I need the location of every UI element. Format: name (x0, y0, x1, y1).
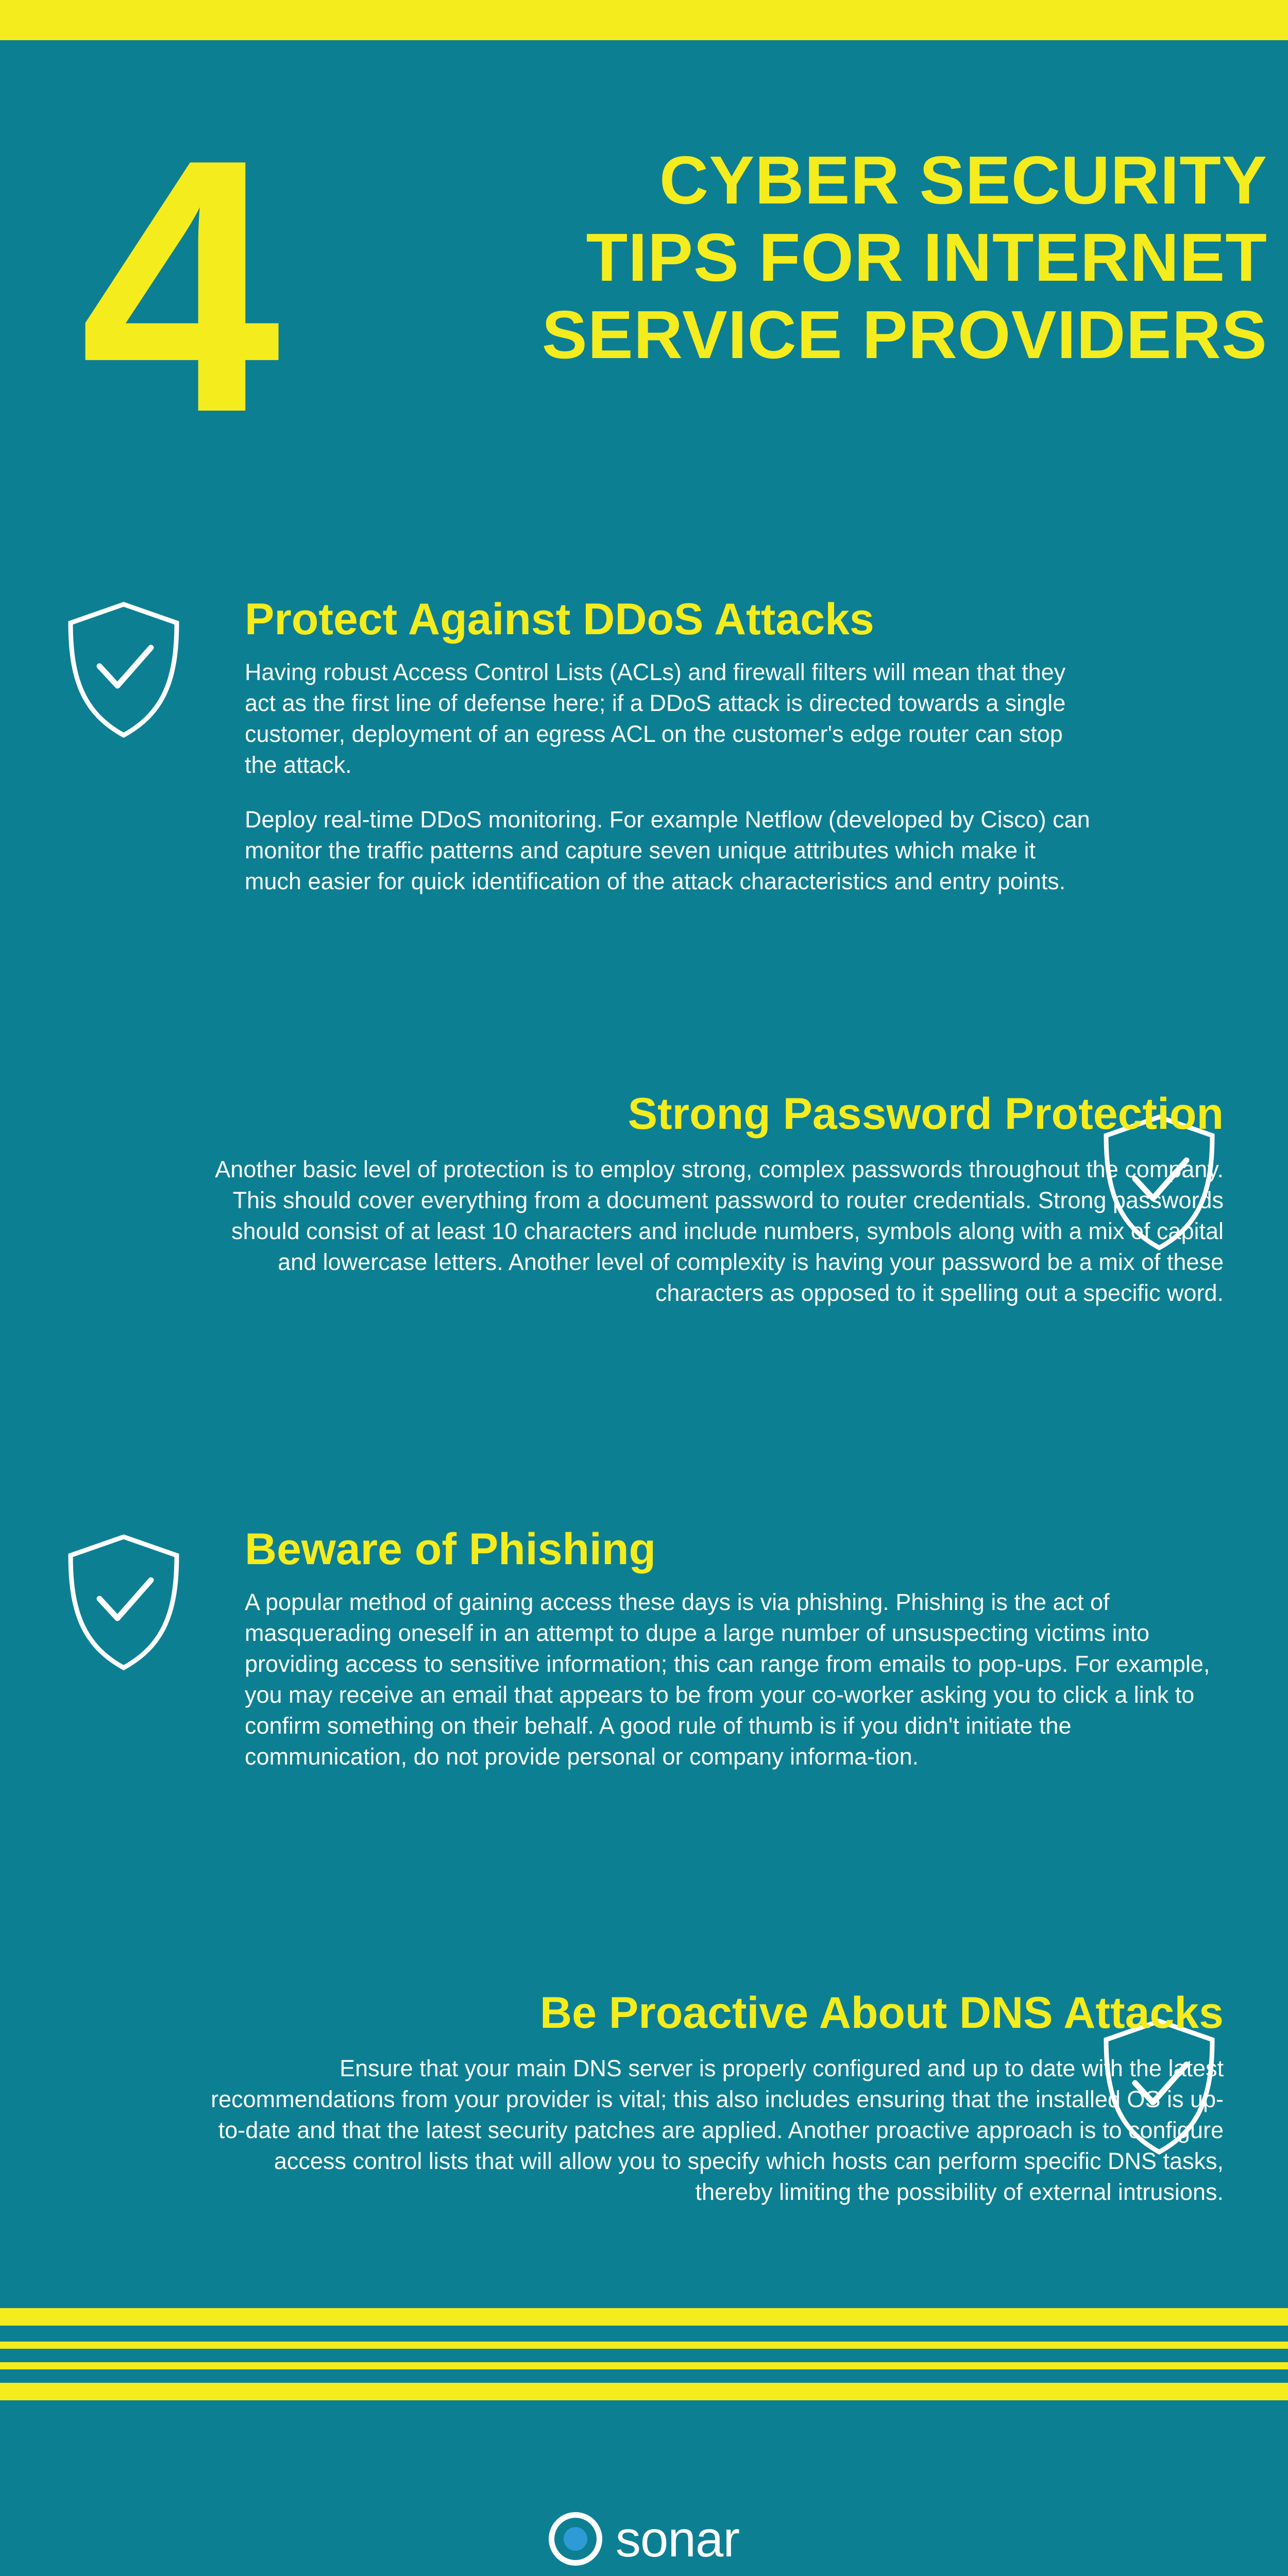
tip-title-3: Beware of Phishing (245, 1524, 656, 1574)
shield-check-icon (64, 600, 183, 739)
sonar-circle-icon (549, 2512, 602, 2566)
tip-body-2 (204, 1154, 1224, 1309)
page-title-line-2: TIPS FOR INTERNET (586, 219, 1267, 295)
footer-stripe-1 (0, 2308, 1288, 2326)
top-accent-bar (0, 0, 1288, 40)
headline-number: 4 (80, 84, 270, 487)
tip-title-2: Strong Password Protection (628, 1089, 1224, 1139)
tip-title-1: Protect Against DDoS Attacks (245, 595, 874, 644)
tip-paragraph: Another basic level of protection is to employ strong, complex passwords throughout the company. This should cover everything from a document password to router credentials. Strong passwords should consist of at least 10 characters and include numbers, symbols along with a mix of capital and lowercase letters. Another level of complexity is having your password be a mix of these characters as opposed to it spelling out a specific word. (215, 1156, 1224, 1306)
footer-stripe-3 (0, 2362, 1288, 2369)
shield-check-icon (64, 1533, 183, 1672)
brand-logo (549, 2512, 739, 2566)
brand-name: sonar (615, 2510, 740, 2567)
page-title (361, 142, 1267, 374)
footer-stripe-4 (0, 2383, 1288, 2400)
tip-body-4 (204, 2053, 1224, 2208)
tip-paragraph: Ensure that your main DNS server is properly configured and up to date with the latest recommendations from your provider is vital; this also includes ensuring that the installed OS is up-to-date and that the latest security patches are applied. Another proactive approach is to configure access control lists that will allow you to specify which hosts can perform specific DNS tasks, thereby limiting the possibility of external intrusions. (211, 2055, 1224, 2205)
header (0, 84, 1288, 487)
tip-section-1 (0, 572, 1288, 994)
footer (0, 2501, 1288, 2576)
tip-section-4 (0, 1968, 1288, 2298)
tip-section-2 (0, 1066, 1288, 1479)
tip-body-3 (245, 1587, 1224, 1772)
tip-section-3 (0, 1504, 1288, 1958)
page-title-line-1: CYBER SECURITY (659, 142, 1267, 218)
tip-paragraph: Having robust Access Control Lists (ACLs) and firewall filters will mean that they act as the first line of defense here; if a DDoS attack is directed towards a single customer, deployment of an egress ACL on the customer's edge router can stop the attack. (245, 659, 1066, 778)
sonar-dot (564, 2527, 587, 2551)
tip-paragraph: Deploy real-time DDoS monitoring. For example Netflow (developed by Cisco) can monitor the traffic patterns and capture seven unique attributes which make it much easier for quick identification of the attack characteristics and entry points. (245, 806, 1090, 894)
tip-title-4: Be Proactive About DNS Attacks (540, 1988, 1224, 2038)
tip-paragraph: A popular method of gaining access these days is via phishing. Phishing is the act of masquerading oneself in an attempt to dupe a large number of unsuspecting victims into providing access to sensitive information; this can range from emails to pop-ups. For example, you may receive an email that appears to be from your co-worker asking you to click a link to confirm something on their behalf. A good rule of thumb is if you didn't initiate the communication, do not provide personal or company informa-tion. (245, 1589, 1210, 1770)
footer-stripe-2 (0, 2342, 1288, 2349)
page-title-line-3: SERVICE PROVIDERS (541, 297, 1267, 372)
tip-body-1 (245, 657, 1092, 897)
